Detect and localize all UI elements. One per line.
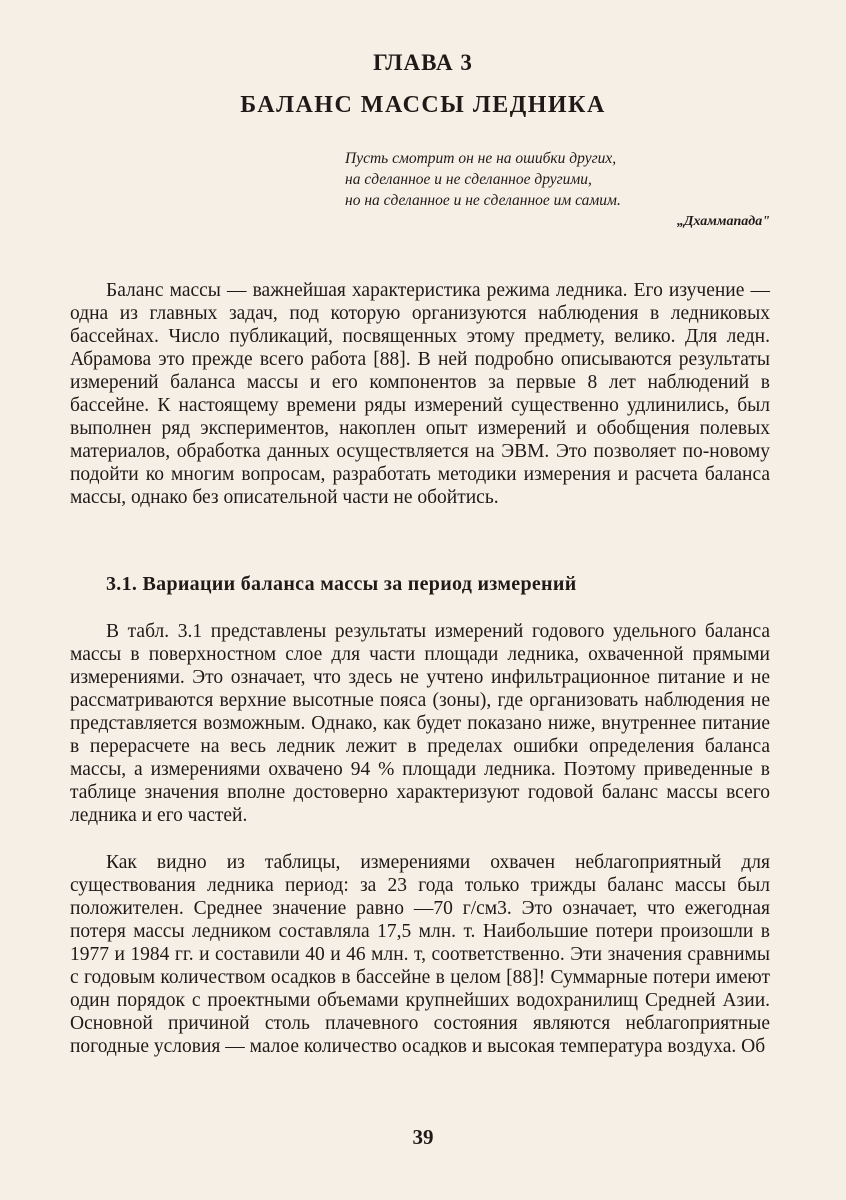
body-paragraph — [70, 620, 770, 827]
paragraph-text: Как видно из таблицы, измерениями охвачен неблагоприятный для существования ледника период: за 23 года только трижды баланс массы был положителен. Среднее значение равно —70 г/см3. Это означает, что ежегодная потеря массы ледником составляла 17,5 млн. т. Наибольшие потери произошли в 1977 и 1984 гг. и составили 40 и 46 млн. т, соответственно. Эти значения сравнимы с годовым количеством осадков в бассейне в целом [88]! Суммарные потери имеют один порядок с проектными объемами крупнейших водохранилищ Средней Азии. Основной причиной столь плачевного состояния являются неблагоприятные погодные условия — малое количество осадков и высокая температура воздуха. Об — [70, 852, 770, 1057]
body-paragraph — [70, 279, 770, 509]
body-paragraph — [70, 851, 770, 1058]
chapter-label: ГЛАВА 3 — [373, 50, 473, 75]
epigraph-line: но на сделанное и не сделанное им самим. — [345, 192, 621, 209]
epigraph-source: „Дхаммапада" — [676, 214, 770, 229]
paragraph-text: Баланс массы — важнейшая характеристика режима ледника. Его изучение — одна из главных задач, под которую организуются наблюдения в ледниковых бассейнах. Число публикаций, посвященных этому предмету, велико. Для ледн. Абрамова это прежде всего работа [88]. В ней подробно описываются результаты измерений баланса массы и его компонентов за первые 8 лет наблюдений в бассейне. К настоящему времени ряды измерений существенно удлинились, был выполнен ряд экспериментов, накоплен опыт измерений и обобщения полевых материалов, обработка данных осуществляется на ЭВМ. Это позволяет по-новому подойти ко многим вопросам, разработать методики измерения и расчета баланса массы, однако без описательной части не обойтись. — [70, 280, 770, 508]
page-number: 39 — [412, 1125, 434, 1149]
epigraph-line: на сделанное и не сделанное другими, — [345, 171, 592, 188]
epigraph-line: Пусть смотрит он не на ошибки других, — [345, 150, 617, 167]
paragraph-text: В табл. 3.1 представлены результаты измерений годового удельного баланса массы в поверхностном слое для части площади ледника, охваченной прямыми измерениями. Это означает, что здесь не учтено инфильтрационное питание и не рассматриваются верхние высотные пояса (зоны), где организовать наблюдения не представляется возможным. Однако, как будет показано ниже, внутреннее питание в перерасчете на весь ледник лежит в пределах ошибки определения баланса массы, а измерениями охвачено 94 % площади ледника. Поэтому приведенные в таблице значения вполне достоверно характеризуют годовой баланс массы всего ледника и его частей. — [70, 621, 770, 826]
chapter-title: БАЛАНС МАССЫ ЛЕДНИКА — [240, 92, 606, 118]
epigraph — [345, 148, 765, 211]
section-heading: 3.1. Вариации баланса массы за период измерений — [106, 573, 577, 595]
